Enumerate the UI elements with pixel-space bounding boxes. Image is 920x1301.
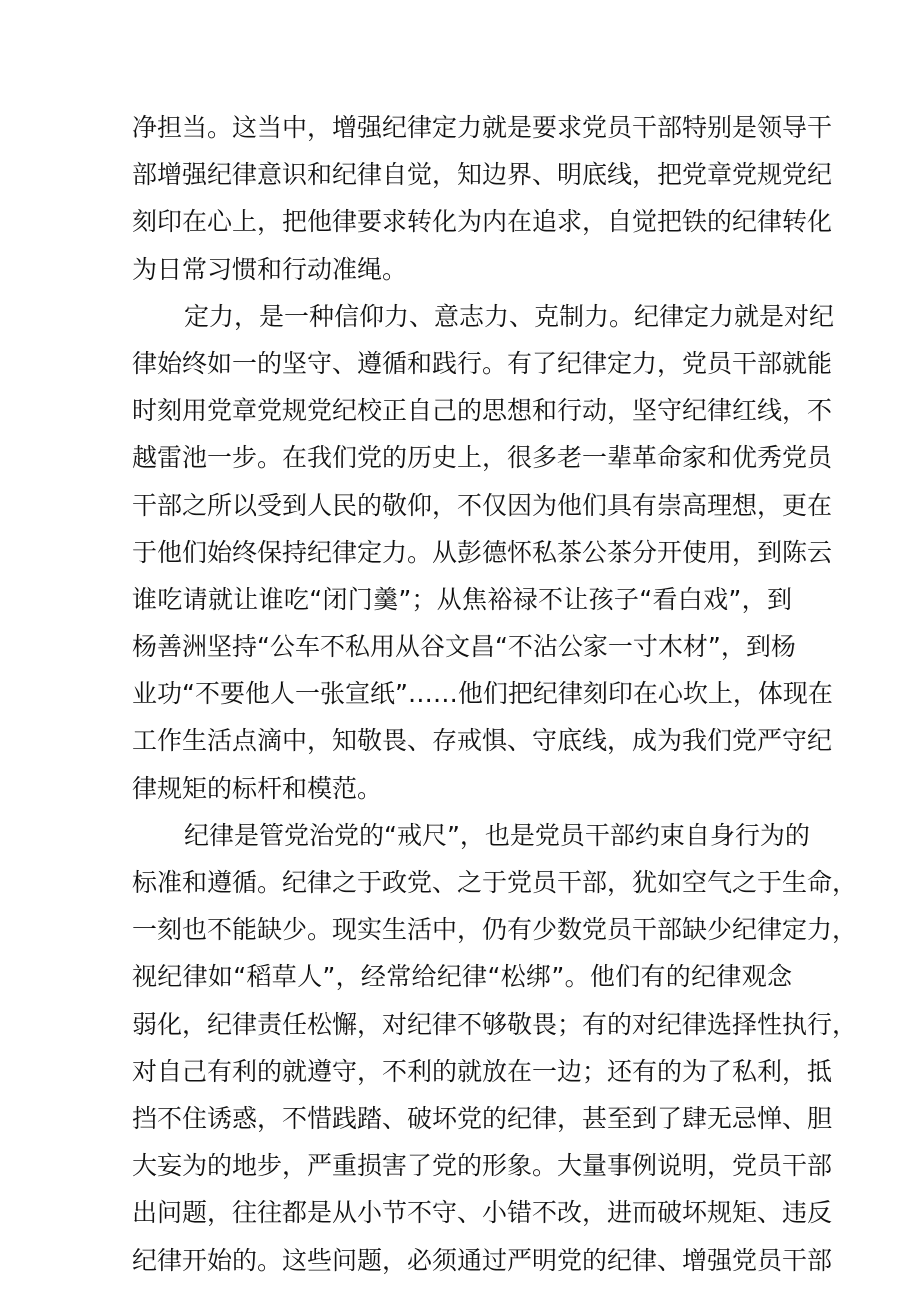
paragraph-2-line-10: 工作生活点滴中，知敬畏、存戒惧、守底线，成为我们党严守纪 <box>132 726 833 756</box>
paragraph-3-line-3: 一刻也不能缺少。现实生活中，仍有少数党员干部缺少纪律定力， <box>132 915 858 945</box>
paragraph-3-line-7: 挡不住诱惑，不惜践踏、破坏党的纪律，甚至到了肆无忌惮、胆 <box>132 1103 833 1133</box>
document-body <box>132 104 858 1284</box>
paragraph-2-line-5: 干部之所以受到人民的敬仰，不仅因为他们具有崇高理想，更在 <box>132 490 833 520</box>
paragraph-1-line-3: 刻印在心上，把他律要求转化为内在追求，自觉把铁的纪律转化 <box>132 207 833 237</box>
paragraph-1-line-2: 部增强纪律意识和纪律自觉，知边界、明底线，把党章党规党纪 <box>132 160 833 190</box>
paragraph-2-line-9: 业功“不要他人一张宣纸”……他们把纪律刻印在心坎上，体现在 <box>132 679 833 709</box>
paragraph-3-line-8: 大妄为的地步，严重损害了党的形象。大量事例说明，党员干部 <box>132 1151 833 1181</box>
paragraph-2-line-11: 律规矩的标杆和模范。 <box>132 773 383 803</box>
paragraph-3-line-10: 纪律开始的。这些问题，必须通过严明党的纪律、增强党员干部 <box>132 1245 833 1275</box>
paragraph-3-line-4: 视纪律如“稻草人”，经常给纪律“松绑”。他们有的纪律观念 <box>132 962 792 992</box>
paragraph-1-line-1: 净担当。这当中，增强纪律定力就是要求党员干部特别是领导干 <box>132 113 833 142</box>
paragraph-2-line-4: 越雷池一步。在我们党的历史上，很多老一辈革命家和优秀党员 <box>132 443 833 473</box>
paragraph-2-line-7: 谁吃请就让谁吃“闭门羹”；从焦裕禄不让孩子“看白戏”，到 <box>132 584 792 614</box>
paragraph-3-line-6: 对自己有利的就遵守，不利的就放在一边；还有的为了私利，抵 <box>132 1056 833 1086</box>
paragraph-3-line-5: 弱化，纪律责任松懈，对纪律不够敬畏；有的对纪律选择性执行， <box>132 1009 858 1039</box>
paragraph-3-line-2: 标准和遵循。纪律之于政党、之于党员干部，犹如空气之于生命， <box>132 868 858 897</box>
paragraph-1-line-4: 为日常习惯和行动准绳。 <box>132 254 408 284</box>
paragraph-2-line-3: 时刻用党章党规党纪校正自己的思想和行动，坚守纪律红线，不 <box>132 396 833 426</box>
paragraph-2-line-1: 定力，是一种信仰力、意志力、克制力。纪律定力就是对纪 <box>184 301 835 331</box>
paragraph-3-line-9: 出问题，往往都是从小节不守、小错不改，进而破坏规矩、违反 <box>132 1198 833 1228</box>
paragraph-2-line-8: 杨善洲坚持“公车不私用从谷文昌“不沾公家一寸木材”，到杨 <box>132 632 796 662</box>
paragraph-2-line-6: 于他们始终保持纪律定力。从彭德怀私茶公茶分开使用，到陈云 <box>132 537 833 567</box>
paragraph-2-line-2: 律始终如一的坚守、遵循和践行。有了纪律定力，党员干部就能 <box>132 348 833 378</box>
paragraph-3-line-1: 纪律是管党治党的“戒尺”，也是党员干部约束自身行为的 <box>184 820 810 850</box>
